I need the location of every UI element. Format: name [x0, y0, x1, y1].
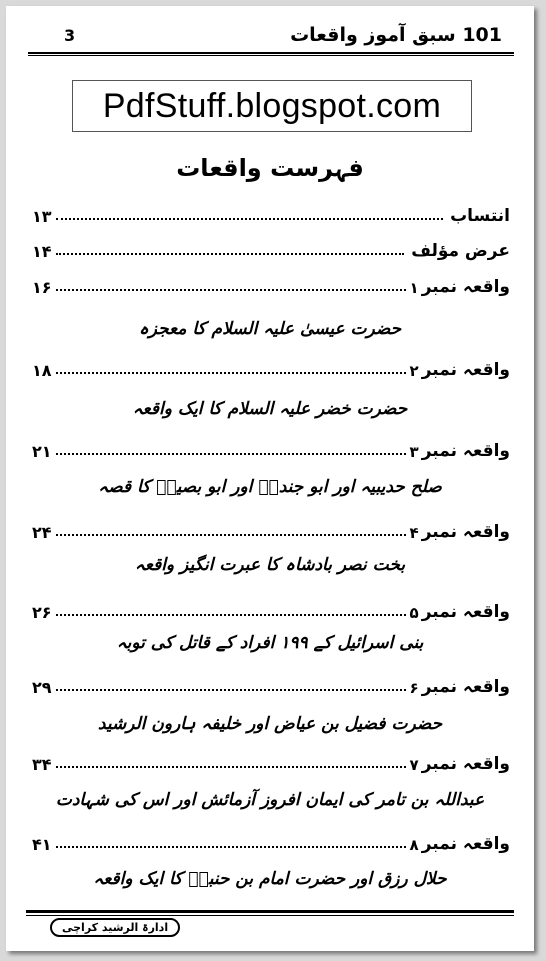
- toc-entry: [32, 235, 510, 261]
- header-rule-thin: [28, 55, 514, 56]
- watermark-banner: PdfStuff.blogspot.com: [72, 80, 472, 132]
- leader-dots: [56, 453, 406, 455]
- page-number: 3: [64, 26, 76, 45]
- toc-entry: [32, 354, 510, 380]
- story-title: بخت نصر بادشاہ کا عبرت انگیز واقعہ: [134, 555, 406, 575]
- toc-entry: [32, 828, 510, 854]
- leader-dots: [56, 689, 406, 691]
- entry-page: ۲۴: [32, 523, 52, 542]
- entry-number: ۸: [409, 836, 419, 854]
- entry-number: ۳: [409, 443, 419, 461]
- entry-label: واقعہ نمبر: [421, 754, 510, 774]
- leader-dots: [56, 218, 444, 220]
- footer-rule-thin: [26, 915, 514, 916]
- entry-page: ۱۸: [32, 361, 52, 380]
- book-title: 101 سبق آموز واقعات: [290, 24, 502, 46]
- leader-dots: [56, 253, 405, 255]
- page-header: [26, 24, 506, 52]
- leader-dots: [56, 766, 406, 768]
- toc-entry: [32, 671, 510, 697]
- toc-title: فہرست واقعات: [176, 154, 364, 182]
- entry-page: ۴۱: [32, 835, 52, 854]
- entry-label: واقعہ نمبر: [421, 360, 510, 380]
- leader-dots: [56, 614, 406, 616]
- entry-label: واقعہ نمبر: [421, 522, 510, 542]
- toc-entry: [32, 200, 510, 226]
- entry-number: ۱: [409, 279, 419, 297]
- story-title: حلال رزق اور حضرت امام بن حنبلؒ کا ایک واقعہ: [93, 869, 447, 889]
- footer-rule: [26, 910, 514, 913]
- toc-entry: [32, 596, 510, 622]
- story-title: بنی اسرائیل کے ۱۹۹ افراد کے قاتل کی توبہ: [116, 633, 424, 653]
- entry-number: ۲: [409, 362, 419, 380]
- entry-label: واقعہ نمبر: [421, 602, 510, 622]
- entry-page: ۳۴: [32, 755, 52, 774]
- leader-dots: [56, 534, 406, 536]
- entry-page: ۱۴: [32, 242, 52, 261]
- book-page: [6, 6, 534, 951]
- entry-page: ۱۶: [32, 278, 52, 297]
- entry-number: ۵: [409, 604, 419, 622]
- entry-label: واقعہ نمبر: [421, 677, 510, 697]
- story-title: عبداللہ بن تامر کی ایمان افروز آزمائش اور اس کی شہادت: [55, 790, 485, 810]
- entry-label: واقعہ نمبر: [421, 834, 510, 854]
- toc-entry: [32, 516, 510, 542]
- story-title: صلح حدیبیہ اور ابو جندلؓ اور ابو بصیرؓ کا قصہ: [98, 477, 442, 497]
- entry-number: ۴: [409, 524, 419, 542]
- toc-entry: [32, 271, 510, 297]
- entry-page: ۲۹: [32, 678, 52, 697]
- leader-dots: [56, 372, 406, 374]
- publisher-stamp: ادارۃ الرشید کراچی: [50, 918, 180, 937]
- entry-label: انتساب: [450, 206, 510, 226]
- toc-entry: [32, 435, 510, 461]
- leader-dots: [56, 846, 406, 848]
- entry-number: ۶: [409, 679, 419, 697]
- entry-page: ۱۳: [32, 207, 52, 226]
- entry-label: واقعہ نمبر: [421, 441, 510, 461]
- entry-label: عرض مؤلف: [411, 241, 510, 261]
- header-rule: [28, 52, 514, 54]
- story-title: حضرت عیسیٰ علیہ السلام کا معجزہ: [138, 319, 402, 339]
- story-title: حضرت فضیل بن عیاض اور خلیفہ ہارون الرشید: [97, 714, 443, 734]
- leader-dots: [56, 289, 406, 291]
- entry-page: ۲۶: [32, 603, 52, 622]
- entry-label: واقعہ نمبر: [421, 277, 510, 297]
- story-title: حضرت خضر علیہ السلام کا ایک واقعہ: [132, 399, 408, 419]
- entry-number: ۷: [409, 756, 419, 774]
- entry-page: ۲۱: [32, 442, 52, 461]
- toc-entry: [32, 748, 510, 774]
